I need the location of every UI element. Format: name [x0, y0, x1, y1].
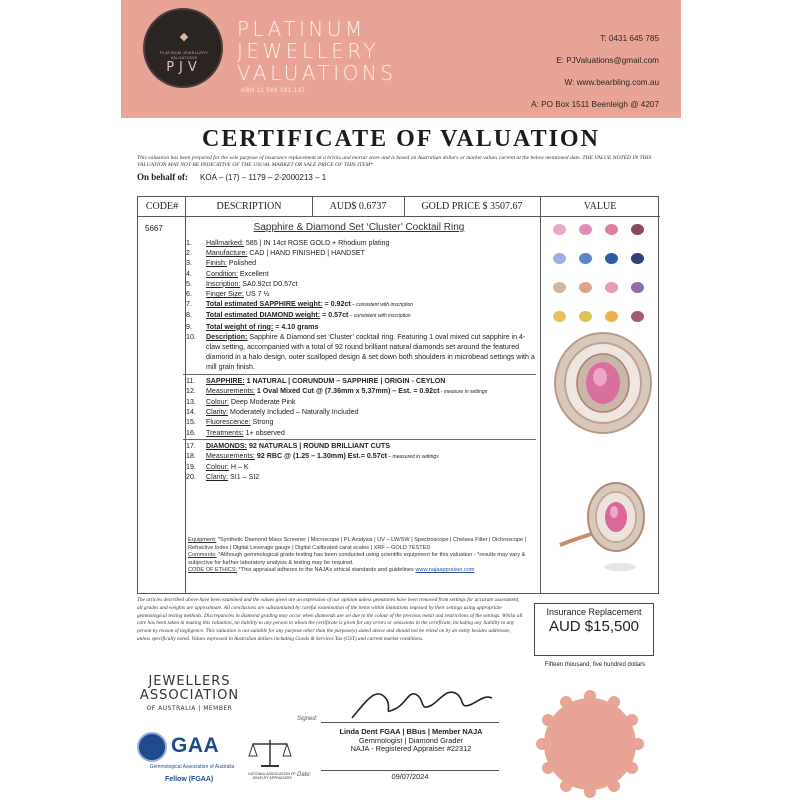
insurance-value-box [534, 603, 654, 656]
brand-line-2: JEWELLERY [237, 39, 380, 63]
signer-name: Linda Dent FGAA | BBus | Member NAJA [339, 727, 483, 736]
naja-link[interactable]: www.najaappraiser.com [415, 567, 475, 574]
col-aud-header: AUD$ 0.6737 [312, 197, 404, 217]
divider [540, 197, 541, 593]
gem-swatch [631, 311, 644, 322]
ethics-note: CODE OF ETHICS: *This appraisal adheres to the NAJA’s ethical standards and guidelines www.najaappraiser.com [188, 567, 475, 574]
gem-swatch [579, 224, 592, 235]
notes [188, 537, 538, 575]
col-desc-header: DESCRIPTION [186, 197, 312, 217]
insurance-label: Insurance Replacement [546, 607, 642, 617]
certificate-title: CERTIFICATE OF VALUATION [202, 126, 600, 152]
gem-color-chart [546, 223, 656, 339]
insurance-value: AUD $15,500 [548, 618, 640, 635]
gem-swatch [605, 224, 618, 235]
certificate-page [121, 0, 681, 800]
scales-icon [245, 736, 295, 770]
spec-list [186, 238, 536, 332]
logo-initials: PJV [166, 60, 202, 75]
col-gold-header: GOLD PRICE $ 3507.67 [404, 197, 540, 217]
list-item: 7. Total estimated SAPPHIRE weight: = 0.92ct – consistent with inscription [186, 300, 414, 309]
col-code-header: CODE# [138, 197, 186, 217]
behalf-label: On behalf of: [137, 172, 189, 182]
gem-swatch [579, 253, 592, 264]
divider [312, 197, 313, 217]
address: A: PO Box 1511 Beenleigh @ 4207 [531, 100, 659, 109]
brand-line-3: VALUATIONS [237, 61, 397, 85]
email: E: PJValuations@gmail.com [556, 56, 659, 65]
sapphire-list [186, 376, 536, 438]
list-item: 6. Finger Size: US 7 ½ [186, 290, 270, 299]
signer-role: Gemmologist | Diamond Grader [358, 735, 464, 745]
item-details [186, 238, 536, 483]
gem-swatch [579, 311, 592, 322]
gaa-emblem-icon [137, 732, 167, 762]
signature-line [321, 722, 499, 723]
gem-swatch [553, 282, 566, 293]
gem-swatch [631, 282, 644, 293]
list-item: 20. Clarity: SI1 – SI2 [186, 473, 260, 482]
list-item: 19. Colour: H – K [186, 463, 249, 472]
list-item: 10. Description: Sapphire & Diamond set ‘Cluster’ cocktail ring. Featuring 1 oval mixed cut sapphire in 4-claw setting, accompanied with a total of 92 round brilliant natural diamonds set around the featured diamond in a halo design, outer scalloped design & set down both shoulders in microbead settings with a mill grain finish. [186, 332, 535, 372]
list-item: 18. Measurements: 92 RBC @ (1.25 – 1.30mm) Est.= 0.57ct – measured in settings [186, 452, 439, 461]
signed-label: Signed: [297, 716, 318, 722]
naja-text: NATIONAL ASSOCIATION OF JEWELRY APPRAISERS [248, 772, 296, 780]
brand-line-1: PLATINUM [237, 17, 366, 41]
pjv-logo [143, 8, 223, 88]
brand-name [237, 18, 397, 84]
date-label: Date: [297, 772, 312, 778]
comments-note: Comments: *Although gemmological grade testing has been conducted using scientific equipment for this valuation - *results may vary & subjective for further laboratory analysis & testing may be required. [188, 552, 526, 566]
list-item: 2. Manufacture: CAD | HAND FINISHED | HANDSET [186, 249, 365, 258]
legal-fineprint: The articles described above have been examined and the values given are an expression of our opinion unless gemstones have been removed from settings for accurate assessment, all grades and weights are approximate. All conclusions are substantiated by careful examination of the items within limitations imposed by their settings using appropriate gemmological testing methods. Discrepancies in diamond grading may occur when diamonds are set due to the colour of the precious metal and restrictions of the settings. Whilst all care has been taken in making this valuation, no liability to any person to whom the certificate is given for any errors or omissions in the certificate, including any liability to any person by reason of negligence. This valuation is not suitable for any purpose other than the purpose(s) stated above and should not be relied on by an entity besides addressee, unless specifically noted. Values expressed in Australian dollars including Goods & Services Tax (GST) and current market conditions. [137, 597, 523, 642]
signature [347, 680, 497, 722]
website: W: www.bearbling.com.au [564, 78, 659, 87]
list-item: 1. Hallmarked: 585 | IN 14ct ROSE GOLD + Rhodium plating [186, 239, 390, 247]
valuation-table [137, 196, 659, 594]
gaa-name: GAA [171, 734, 220, 757]
insurance-words: Fifteen thousand, five hundred dollars [544, 662, 646, 668]
diamond-icon: ◆ [179, 31, 189, 43]
list-item: 3. Finish: Polished [186, 259, 257, 268]
ring-top-view-image [550, 327, 656, 439]
gem-swatch [631, 224, 644, 235]
divider [183, 374, 536, 375]
logo-small-text: PLATINUM JEWELLERY VALUATIONS [159, 50, 209, 60]
company-seal [531, 690, 649, 798]
gem-swatch [605, 311, 618, 322]
ring-side-view-image [550, 467, 656, 579]
list-item: 12. Measurements: 1 Oval Mixed Cut @ (7.36mm x 5.37mm) – Est. = 0.92ct - measure in settings [186, 386, 488, 395]
gem-swatch [553, 253, 566, 264]
list-item: 9. Total weight of ring: = 4.10 grams [186, 322, 319, 331]
gem-swatch [553, 224, 566, 235]
list-item: 13. Colour: Deep Moderate Pink [186, 398, 296, 407]
on-behalf-of [137, 172, 326, 182]
gaa-fellow: Fellow (FGAA) [165, 776, 214, 783]
list-item: 15. Fluorescence: Strong [186, 418, 274, 427]
list-item: 11. SAPPHIRE: 1 NATURAL | CORUNDUM – SAPPHIRE | ORIGIN - CEYLON [186, 376, 446, 385]
jewellers-association-logo: JEWELLERS ASSOCIATION OF AUSTRALIA | MEMBER [139, 674, 240, 712]
divider [404, 197, 405, 217]
phone: T: 0431 645 785 [600, 34, 659, 43]
list-item: 4. Condition: Excellent [186, 269, 269, 278]
gem-swatch [579, 282, 592, 293]
gem-swatch [553, 311, 566, 322]
list-item: 5. Inscription: SA0.92ct D0.57ct [186, 279, 298, 288]
gem-swatch [605, 282, 618, 293]
col-value-header: VALUE [540, 197, 660, 217]
equipment-note: Equipment: *Synthetic Diamond Mass Screener | Microscope | PL Analysis | UV – LW/SW | Spectroscope | Chelsea Filter | Dichroscope | Refractive Index | Digital Leverage gauge | Digital Calibrated carat scales | XRF – GOLD TESTED [188, 537, 527, 551]
divider [183, 439, 536, 440]
header-band [121, 0, 681, 118]
list-item: 17. DIAMONDS: 92 NATURALS | ROUND BRILLIANT CUTS [186, 441, 390, 450]
disclaimer: This valuation has been prepared for the sole purpose of insurance replacement at a bricks and mortar store and is based on Australian dollars or market values current at the below mentioned date. THE VALUE NOTED IN THIS VALUATION MAY NOT BE INDICATIVE OF THE USUAL MARKET OR SALE PRICE OF THIS ITEM* [137, 155, 652, 168]
list-item: 14. Clarity: Moderately Included – Naturally Included [186, 408, 359, 417]
contact-details [531, 28, 659, 116]
list-item: 16. Treatments: 1+ observed [186, 428, 285, 437]
signer-block [321, 728, 501, 754]
signer-reg: NAJA - Registered Appraiser #22312 [350, 744, 472, 753]
diamond-list [186, 441, 536, 483]
list-item: 8. Total estimated DIAMOND weight: = 0.57ct – consistent with inscription [186, 311, 411, 320]
behalf-value: KOA – (17) – 1179 – 2-2000213 – 1 [200, 173, 327, 182]
abn-number: ABN 11 588 191 137 [241, 88, 306, 94]
naja-logo [245, 736, 296, 780]
valuation-date: 09/07/2024 [321, 770, 499, 781]
gaa-subtitle: Gemmological Association of Australia [149, 764, 235, 770]
gem-swatch [605, 253, 618, 264]
item-title: Sapphire & Diamond Set ‘Cluster’ Cocktail Ring [253, 222, 465, 233]
item-code: 5667 [145, 224, 163, 233]
gem-swatch [631, 253, 644, 264]
